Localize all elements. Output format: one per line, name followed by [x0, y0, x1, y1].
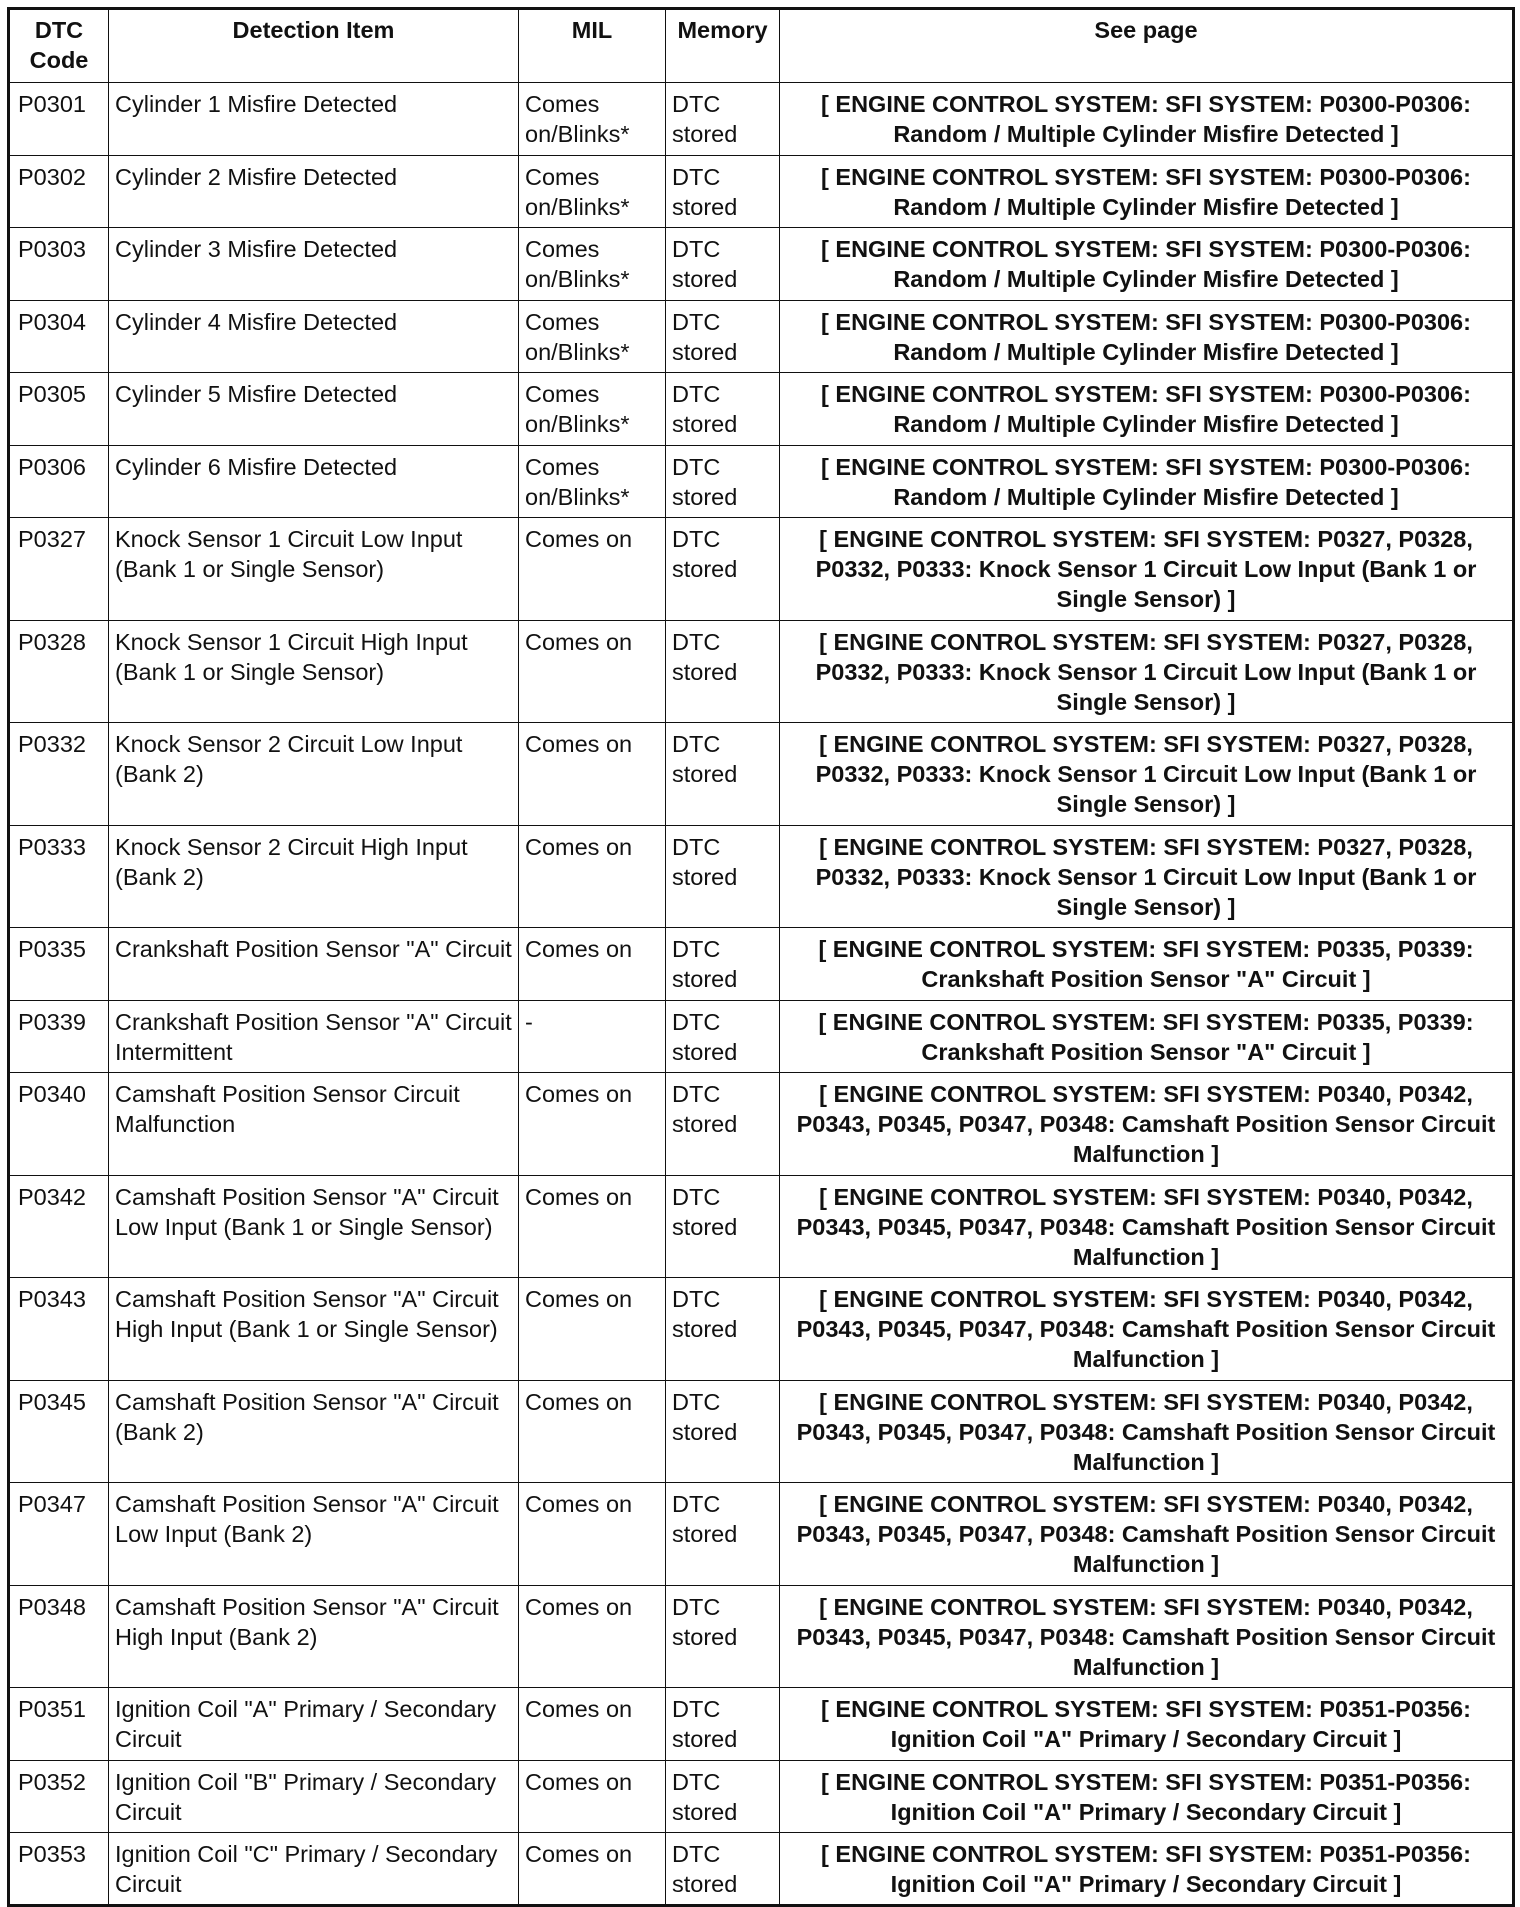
table-row: [9, 228, 1514, 301]
dtc-code-cell: P0332: [9, 723, 109, 826]
dtc-code-cell: P0333: [9, 825, 109, 928]
dtc-code-cell: P0348: [9, 1585, 109, 1688]
dtc-code-cell: P0303: [9, 228, 109, 301]
detection-item-cell: Camshaft Position Sensor "A" Circuit (Bank 2): [109, 1380, 519, 1483]
mil-cell: Comes on/Blinks*: [519, 83, 666, 156]
detection-item-cell: Camshaft Position Sensor "A" Circuit High Input (Bank 2): [109, 1585, 519, 1688]
memory-cell: DTC stored: [666, 83, 780, 156]
see-page-cell: [ ENGINE CONTROL SYSTEM: SFI SYSTEM: P0340, P0342, P0343, P0345, P0347, P0348: Camshaft Position Sensor Circuit Malfunction ]: [780, 1278, 1514, 1381]
memory-cell: DTC stored: [666, 1380, 780, 1483]
dtc-code-cell: P0345: [9, 1380, 109, 1483]
table-row: [9, 1175, 1514, 1278]
dtc-code-cell: P0327: [9, 518, 109, 621]
table-row: [9, 1585, 1514, 1688]
detection-item-cell: Cylinder 1 Misfire Detected: [109, 83, 519, 156]
detection-item-cell: Camshaft Position Sensor Circuit Malfunction: [109, 1073, 519, 1176]
mil-cell: Comes on/Blinks*: [519, 228, 666, 301]
see-page-cell: [ ENGINE CONTROL SYSTEM: SFI SYSTEM: P0300-P0306: Random / Multiple Cylinder Misfire Detected ]: [780, 228, 1514, 301]
see-page-cell: [ ENGINE CONTROL SYSTEM: SFI SYSTEM: P0340, P0342, P0343, P0345, P0347, P0348: Camshaft Position Sensor Circuit Malfunction ]: [780, 1483, 1514, 1586]
see-page-cell: [ ENGINE CONTROL SYSTEM: SFI SYSTEM: P0340, P0342, P0343, P0345, P0347, P0348: Camshaft Position Sensor Circuit Malfunction ]: [780, 1175, 1514, 1278]
memory-cell: DTC stored: [666, 928, 780, 1001]
table-row: [9, 1380, 1514, 1483]
dtc-code-cell: P0342: [9, 1175, 109, 1278]
see-page-cell: [ ENGINE CONTROL SYSTEM: SFI SYSTEM: P0340, P0342, P0343, P0345, P0347, P0348: Camshaft Position Sensor Circuit Malfunction ]: [780, 1380, 1514, 1483]
detection-item-cell: Knock Sensor 2 Circuit High Input (Bank 2): [109, 825, 519, 928]
table-header: [9, 9, 1514, 83]
dtc-code-cell: P0335: [9, 928, 109, 1001]
memory-cell: DTC stored: [666, 228, 780, 301]
mil-cell: Comes on/Blinks*: [519, 300, 666, 373]
mil-cell: Comes on: [519, 1073, 666, 1176]
mil-cell: Comes on/Blinks*: [519, 155, 666, 228]
header-detection-item: Detection Item: [109, 9, 519, 83]
header-dtc-code: DTC Code: [9, 9, 109, 83]
mil-cell: Comes on/Blinks*: [519, 373, 666, 446]
memory-cell: DTC stored: [666, 1073, 780, 1176]
mil-cell: -: [519, 1000, 666, 1073]
memory-cell: DTC stored: [666, 620, 780, 723]
memory-cell: DTC stored: [666, 723, 780, 826]
see-page-cell: [ ENGINE CONTROL SYSTEM: SFI SYSTEM: P0300-P0306: Random / Multiple Cylinder Misfire Detected ]: [780, 373, 1514, 446]
detection-item-cell: Camshaft Position Sensor "A" Circuit Low Input (Bank 2): [109, 1483, 519, 1586]
see-page-cell: [ ENGINE CONTROL SYSTEM: SFI SYSTEM: P0300-P0306: Random / Multiple Cylinder Misfire Detected ]: [780, 155, 1514, 228]
dtc-table: [7, 7, 1515, 1907]
table-row: [9, 300, 1514, 373]
table-row: [9, 83, 1514, 156]
table-row: [9, 928, 1514, 1001]
table-row: [9, 1833, 1514, 1906]
see-page-cell: [ ENGINE CONTROL SYSTEM: SFI SYSTEM: P0327, P0328, P0332, P0333: Knock Sensor 1 Circuit Low Input (Bank 1 or Single Sensor) ]: [780, 620, 1514, 723]
dtc-code-cell: P0351: [9, 1688, 109, 1761]
mil-cell: Comes on: [519, 825, 666, 928]
header-see-page: See page: [780, 9, 1514, 83]
table-row: [9, 825, 1514, 928]
mil-cell: Comes on: [519, 723, 666, 826]
table-row: [9, 1483, 1514, 1586]
see-page-cell: [ ENGINE CONTROL SYSTEM: SFI SYSTEM: P0335, P0339: Crankshaft Position Sensor "A" Circuit ]: [780, 1000, 1514, 1073]
detection-item-cell: Cylinder 2 Misfire Detected: [109, 155, 519, 228]
memory-cell: DTC stored: [666, 300, 780, 373]
dtc-code-cell: P0353: [9, 1833, 109, 1906]
memory-cell: DTC stored: [666, 1278, 780, 1381]
mil-cell: Comes on: [519, 1380, 666, 1483]
memory-cell: DTC stored: [666, 1000, 780, 1073]
mil-cell: Comes on: [519, 1833, 666, 1906]
mil-cell: Comes on/Blinks*: [519, 445, 666, 518]
header-mil: MIL: [519, 9, 666, 83]
dtc-code-cell: P0328: [9, 620, 109, 723]
detection-item-cell: Knock Sensor 2 Circuit Low Input (Bank 2): [109, 723, 519, 826]
mil-cell: Comes on: [519, 620, 666, 723]
dtc-code-cell: P0305: [9, 373, 109, 446]
memory-cell: DTC stored: [666, 155, 780, 228]
mil-cell: Comes on: [519, 1760, 666, 1833]
see-page-cell: [ ENGINE CONTROL SYSTEM: SFI SYSTEM: P0351-P0356: Ignition Coil "A" Primary / Secondary Circuit ]: [780, 1833, 1514, 1906]
dtc-code-cell: P0301: [9, 83, 109, 156]
mil-cell: Comes on: [519, 928, 666, 1001]
detection-item-cell: Crankshaft Position Sensor "A" Circuit: [109, 928, 519, 1001]
mil-cell: Comes on: [519, 1483, 666, 1586]
see-page-cell: [ ENGINE CONTROL SYSTEM: SFI SYSTEM: P0300-P0306: Random / Multiple Cylinder Misfire Detected ]: [780, 83, 1514, 156]
see-page-cell: [ ENGINE CONTROL SYSTEM: SFI SYSTEM: P0351-P0356: Ignition Coil "A" Primary / Secondary Circuit ]: [780, 1688, 1514, 1761]
see-page-cell: [ ENGINE CONTROL SYSTEM: SFI SYSTEM: P0335, P0339: Crankshaft Position Sensor "A" Circuit ]: [780, 928, 1514, 1001]
mil-cell: Comes on: [519, 1175, 666, 1278]
memory-cell: DTC stored: [666, 518, 780, 621]
table-row: [9, 1073, 1514, 1176]
memory-cell: DTC stored: [666, 1175, 780, 1278]
memory-cell: DTC stored: [666, 1585, 780, 1688]
detection-item-cell: Ignition Coil "C" Primary / Secondary Circuit: [109, 1833, 519, 1906]
dtc-code-cell: P0304: [9, 300, 109, 373]
detection-item-cell: Camshaft Position Sensor "A" Circuit High Input (Bank 1 or Single Sensor): [109, 1278, 519, 1381]
header-memory: Memory: [666, 9, 780, 83]
see-page-cell: [ ENGINE CONTROL SYSTEM: SFI SYSTEM: P0340, P0342, P0343, P0345, P0347, P0348: Camshaft Position Sensor Circuit Malfunction ]: [780, 1073, 1514, 1176]
detection-item-cell: Ignition Coil "A" Primary / Secondary Circuit: [109, 1688, 519, 1761]
table-row: [9, 155, 1514, 228]
dtc-code-cell: P0306: [9, 445, 109, 518]
memory-cell: DTC stored: [666, 1760, 780, 1833]
see-page-cell: [ ENGINE CONTROL SYSTEM: SFI SYSTEM: P0300-P0306: Random / Multiple Cylinder Misfire Detected ]: [780, 445, 1514, 518]
see-page-cell: [ ENGINE CONTROL SYSTEM: SFI SYSTEM: P0327, P0328, P0332, P0333: Knock Sensor 1 Circuit Low Input (Bank 1 or Single Sensor) ]: [780, 723, 1514, 826]
memory-cell: DTC stored: [666, 1688, 780, 1761]
detection-item-cell: Ignition Coil "B" Primary / Secondary Circuit: [109, 1760, 519, 1833]
mil-cell: Comes on: [519, 1585, 666, 1688]
table-body: [9, 83, 1514, 1906]
see-page-cell: [ ENGINE CONTROL SYSTEM: SFI SYSTEM: P0300-P0306: Random / Multiple Cylinder Misfire Detected ]: [780, 300, 1514, 373]
detection-item-cell: Crankshaft Position Sensor "A" Circuit Intermittent: [109, 1000, 519, 1073]
mil-cell: Comes on: [519, 1688, 666, 1761]
table-row: [9, 1278, 1514, 1381]
memory-cell: DTC stored: [666, 445, 780, 518]
dtc-code-cell: P0347: [9, 1483, 109, 1586]
see-page-cell: [ ENGINE CONTROL SYSTEM: SFI SYSTEM: P0327, P0328, P0332, P0333: Knock Sensor 1 Circuit Low Input (Bank 1 or Single Sensor) ]: [780, 825, 1514, 928]
dtc-code-cell: P0340: [9, 1073, 109, 1176]
table-row: [9, 373, 1514, 446]
detection-item-cell: Cylinder 3 Misfire Detected: [109, 228, 519, 301]
dtc-code-cell: P0339: [9, 1000, 109, 1073]
mil-cell: Comes on: [519, 1278, 666, 1381]
memory-cell: DTC stored: [666, 1833, 780, 1906]
detection-item-cell: Camshaft Position Sensor "A" Circuit Low Input (Bank 1 or Single Sensor): [109, 1175, 519, 1278]
table-row: [9, 518, 1514, 621]
table-row: [9, 1688, 1514, 1761]
see-page-cell: [ ENGINE CONTROL SYSTEM: SFI SYSTEM: P0351-P0356: Ignition Coil "A" Primary / Secondary Circuit ]: [780, 1760, 1514, 1833]
dtc-code-cell: P0343: [9, 1278, 109, 1381]
detection-item-cell: Knock Sensor 1 Circuit High Input (Bank 1 or Single Sensor): [109, 620, 519, 723]
table-row: [9, 723, 1514, 826]
detection-item-cell: Cylinder 5 Misfire Detected: [109, 373, 519, 446]
memory-cell: DTC stored: [666, 373, 780, 446]
table-row: [9, 620, 1514, 723]
dtc-code-cell: P0352: [9, 1760, 109, 1833]
see-page-cell: [ ENGINE CONTROL SYSTEM: SFI SYSTEM: P0340, P0342, P0343, P0345, P0347, P0348: Camshaft Position Sensor Circuit Malfunction ]: [780, 1585, 1514, 1688]
detection-item-cell: Cylinder 4 Misfire Detected: [109, 300, 519, 373]
table-row: [9, 1760, 1514, 1833]
header-row: [9, 9, 1514, 83]
see-page-cell: [ ENGINE CONTROL SYSTEM: SFI SYSTEM: P0327, P0328, P0332, P0333: Knock Sensor 1 Circuit Low Input (Bank 1 or Single Sensor) ]: [780, 518, 1514, 621]
memory-cell: DTC stored: [666, 1483, 780, 1586]
table-row: [9, 445, 1514, 518]
detection-item-cell: Cylinder 6 Misfire Detected: [109, 445, 519, 518]
mil-cell: Comes on: [519, 518, 666, 621]
table-row: [9, 1000, 1514, 1073]
dtc-code-cell: P0302: [9, 155, 109, 228]
detection-item-cell: Knock Sensor 1 Circuit Low Input (Bank 1 or Single Sensor): [109, 518, 519, 621]
memory-cell: DTC stored: [666, 825, 780, 928]
